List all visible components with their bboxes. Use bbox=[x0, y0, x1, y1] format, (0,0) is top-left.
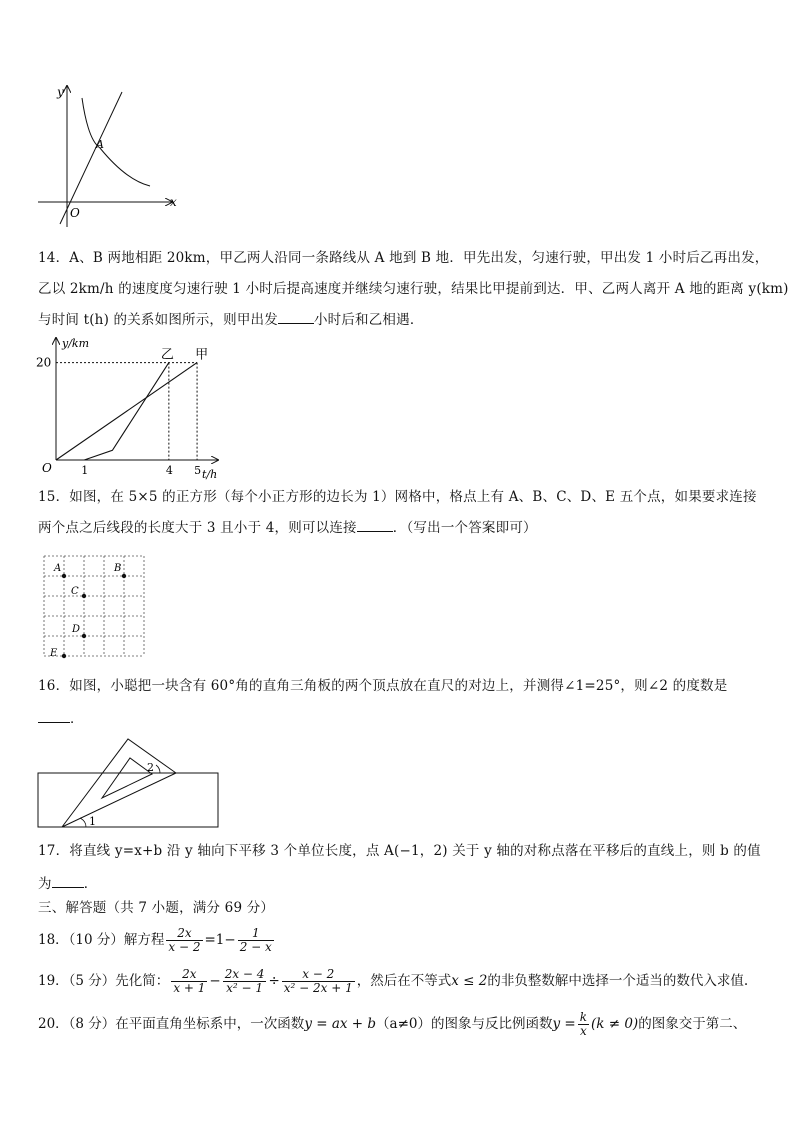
y-label: y bbox=[57, 85, 64, 99]
q19-prefix: 19．（5 分）先化简： bbox=[38, 973, 170, 989]
q15-answer-blank bbox=[357, 517, 393, 532]
q19-op-2: ÷ bbox=[268, 973, 280, 989]
q16-line-2 bbox=[38, 703, 760, 736]
q20-prefix: 20．（8 分）在平面直角坐标系中，一次函数 bbox=[38, 1016, 305, 1032]
series-line-jia bbox=[56, 363, 197, 460]
q19-suffix-b: 的非负整数解中选择一个适当的数代入求值. bbox=[487, 973, 749, 989]
x-label: x bbox=[170, 195, 177, 209]
point-a-label: A bbox=[54, 563, 62, 574]
q15-grid-figure bbox=[38, 552, 148, 662]
question-15 bbox=[38, 482, 760, 544]
q14-line-1: 14．A、B 两地相距 20km，甲乙两人沿同一条路线从 A 地到 B 地．甲先出发，匀速行驶，甲出发 1 小时后乙再出发， bbox=[38, 250, 769, 266]
q20-suffix: 的图象交于第二、 bbox=[638, 1016, 747, 1032]
point-a bbox=[62, 574, 66, 578]
q15-line-2 bbox=[38, 513, 760, 544]
x-tick-5: 5 bbox=[194, 464, 202, 477]
q18-prefix: 18．（10 分）解方程 bbox=[38, 932, 165, 948]
question-20 bbox=[38, 1006, 746, 1042]
point-d-label: D bbox=[72, 624, 81, 635]
angle-1-label: 1 bbox=[89, 815, 96, 828]
q14-line-3-end: 小时后和乙相遇． bbox=[313, 312, 424, 328]
q17-line-2-text: 为 bbox=[38, 876, 52, 892]
question-18 bbox=[38, 922, 276, 958]
q20-condition: (k ≠ 0) bbox=[591, 1016, 639, 1032]
q17-line-1: 17．将直线 y=x+b 沿 y 轴向下平移 3 个单位长度，点 A(−1，2) 关于 y 轴的对称点落在平移后的直线上，则 b 的值 bbox=[38, 843, 761, 859]
q14-chart bbox=[34, 334, 224, 484]
x-tick-1: 1 bbox=[81, 464, 89, 477]
series-label-yi: 乙 bbox=[160, 347, 174, 363]
triangle-ruler-outer bbox=[62, 739, 176, 827]
question-17 bbox=[38, 835, 760, 901]
q19-inequality: x ≤ 2 bbox=[451, 973, 488, 989]
q14-line-2: 乙以 2km/h 的速度度匀速行驶 1 小时后提高速度并继续匀速行驶，结果比甲提前到达．甲、乙两人离开 A 地的距离 y(km) bbox=[38, 281, 789, 297]
point-a-label: A bbox=[96, 138, 104, 151]
q14-line-3-text: 与时间 t(h) 的关系如图所示，则甲出发 bbox=[38, 312, 278, 328]
q20-inverse-y: y = bbox=[552, 1016, 576, 1032]
q13-figure bbox=[34, 82, 184, 232]
point-e bbox=[62, 654, 66, 658]
q15-line-2-text: 两个点之后线段的长度大于 3 且小于 4，则可以连接 bbox=[38, 520, 357, 536]
section-3-heading bbox=[38, 894, 760, 922]
ruler bbox=[38, 773, 218, 827]
chart-y-axis-label: y/km bbox=[62, 337, 90, 350]
q20-linear-function: y = ax + b bbox=[304, 1016, 377, 1032]
point-b-label: B bbox=[114, 563, 122, 574]
q19-fraction-3: $\frac{x - 2}{\text{x² − 2x + 1}}$ bbox=[283, 967, 353, 995]
q20-mid: （a≠0）的图象与反比例函数 bbox=[376, 1016, 553, 1032]
y-tick-20: 20 bbox=[36, 355, 52, 370]
q20-fraction: $\frac{k}{x}$ bbox=[579, 1010, 587, 1038]
point-c bbox=[82, 594, 86, 598]
question-14 bbox=[38, 243, 789, 336]
hyperbola-curve bbox=[82, 98, 150, 186]
q16-figure bbox=[36, 736, 222, 830]
series-label-jia: 甲 bbox=[195, 347, 209, 363]
section-3-title: 三、解答题（共 7 小题，满分 69 分） bbox=[38, 900, 275, 916]
point-e-label: E bbox=[50, 648, 58, 659]
q18-fraction-2: $\frac{1}{2 - x}$ bbox=[239, 926, 272, 954]
point-d bbox=[82, 634, 86, 638]
q14-answer-blank bbox=[278, 309, 314, 324]
x-tick-4: 4 bbox=[165, 464, 173, 477]
question-16 bbox=[38, 670, 760, 736]
q19-suffix-a: ，然后在不等式 bbox=[356, 973, 452, 989]
chart-origin-label: O bbox=[42, 461, 52, 475]
q18-fraction-1: $\frac{2x}{x - 2}$ bbox=[168, 926, 201, 954]
q15-line-1: 15．如图，在 5×5 的正方形（每个小正方形的边长为 1）网格中，格点上有 A、B、C、D、E 五个点，如果要求连接 bbox=[38, 489, 757, 505]
angle-2-label: 2 bbox=[147, 761, 154, 774]
q15-line-2-end: ．（写出一个答案即可） bbox=[392, 520, 537, 536]
q17-answer-blank bbox=[52, 873, 84, 888]
point-c-label: C bbox=[71, 586, 79, 597]
q16-line-2-end: ． bbox=[70, 711, 84, 727]
q19-op-1: − bbox=[209, 973, 221, 989]
point-b bbox=[122, 574, 126, 578]
q14-line-3 bbox=[38, 305, 760, 336]
q16-line-1: 16．如图，小聪把一块含有 60°角的直角三角板的两个顶点放在直尺的对边上，并测得∠1=25°，则∠2 的度数是 bbox=[38, 678, 728, 694]
q16-answer-blank bbox=[38, 708, 70, 723]
origin-label: O bbox=[70, 206, 80, 220]
question-19 bbox=[38, 963, 748, 999]
q18-equals: =1− bbox=[204, 932, 236, 948]
q19-fraction-1: $\frac{2x}{x + 1}$ bbox=[173, 967, 206, 995]
chart-x-axis-label: t/h bbox=[202, 468, 218, 481]
q17-line-2-end: ． bbox=[83, 876, 98, 892]
linear-function-line bbox=[60, 92, 122, 224]
q19-fraction-2: $\frac{2x - 4}{\text{x² − 1}}$ bbox=[224, 967, 265, 995]
